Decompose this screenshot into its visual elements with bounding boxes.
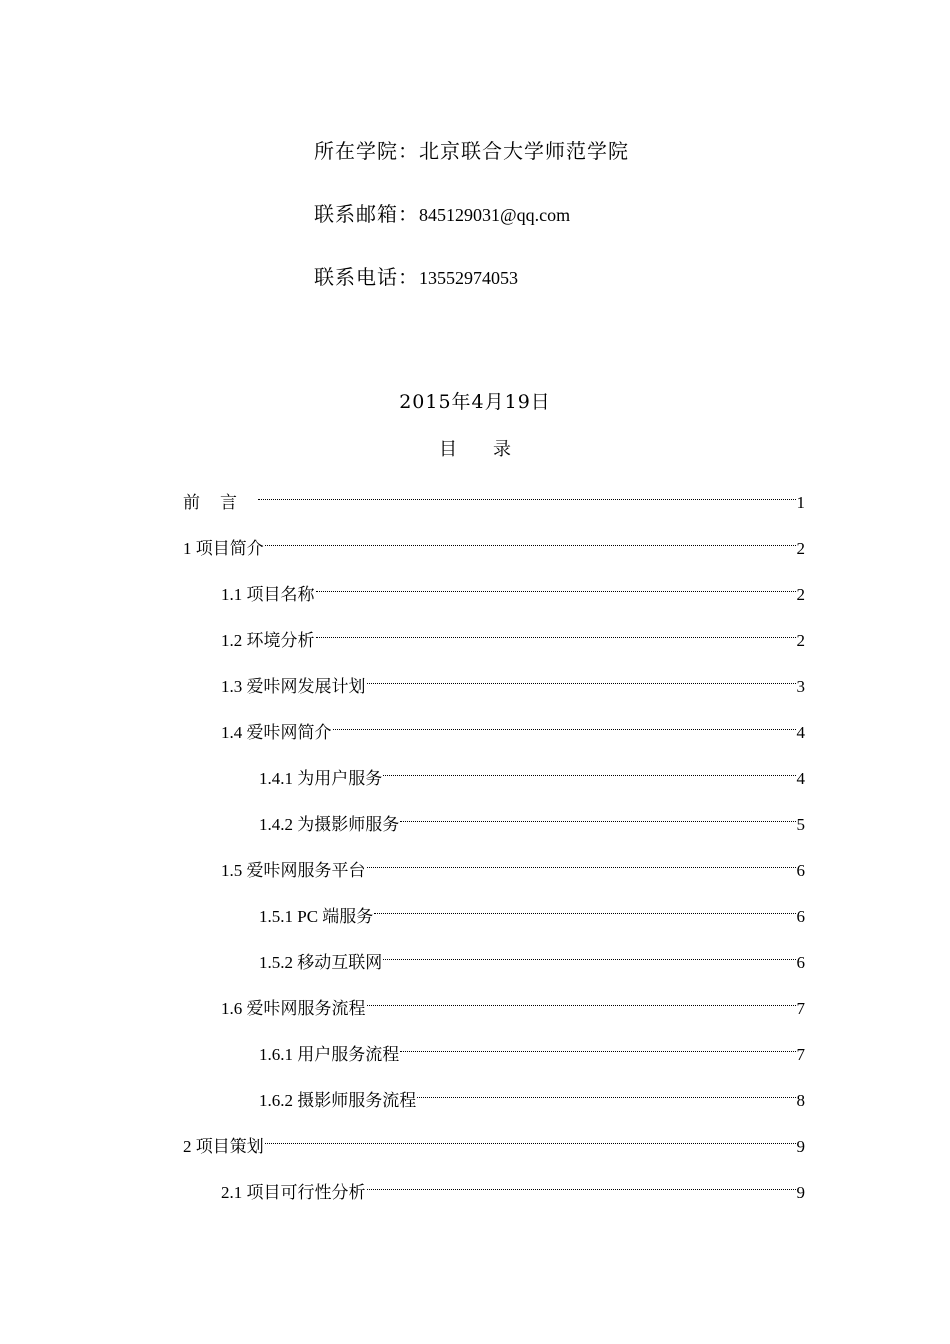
toc-entry-page: 9 [796, 1183, 805, 1202]
email-line [314, 200, 570, 229]
toc-entry-text: 2.1 项目可行性分析 [221, 1183, 366, 1202]
toc-entry-1-3[interactable] [221, 662, 805, 696]
toc-leader-dots [367, 984, 796, 1014]
toc-entry-page: 7 [796, 999, 805, 1018]
toc-leader-dots [333, 708, 796, 738]
toc-leader-dots [316, 570, 796, 600]
toc-entry-page: 3 [796, 677, 805, 696]
toc-entry-page: 8 [796, 1091, 805, 1110]
toc-entry-page: 9 [796, 1137, 805, 1156]
document-date: 2015年4月19日 [399, 391, 551, 413]
toc-leader-dots [367, 1168, 796, 1198]
toc-entry-text: 1.6.2 摄影师服务流程 [259, 1091, 417, 1110]
toc-leader-dots [367, 662, 796, 692]
toc-entry-page: 6 [796, 861, 805, 880]
email-value: 845129031@qq.com [419, 205, 571, 225]
toc-entry-page: 7 [796, 1045, 805, 1064]
toc-leader-dots [374, 892, 795, 922]
toc-entry-page: 6 [796, 907, 805, 926]
toc-leader-dots [400, 800, 795, 830]
toc-entry-2-1[interactable] [221, 1168, 805, 1202]
toc-leader-dots [258, 478, 796, 508]
toc-entry-text: 前言 [183, 493, 257, 512]
toc-title: 目录 [439, 439, 547, 460]
toc-leader-dots [400, 1030, 795, 1060]
toc-entry-text: 1.1 项目名称 [221, 585, 315, 604]
toc-entry-1-4[interactable] [221, 708, 805, 742]
toc-entry-page: 1 [796, 493, 805, 512]
toc-entry-page: 4 [796, 723, 805, 742]
toc-leader-dots [316, 616, 796, 646]
toc-entry-1-1[interactable] [221, 570, 805, 604]
toc-entry-text: 1 项目简介 [183, 539, 264, 558]
toc-entry-text: 1.2 环境分析 [221, 631, 315, 650]
toc-entry-text: 1.4 爱咔网简介 [221, 723, 332, 742]
toc-entry-text: 1.5.2 移动互联网 [259, 953, 383, 972]
toc-entry-1-6-1[interactable] [259, 1030, 805, 1064]
toc-entry-text: 1.6 爱咔网服务流程 [221, 999, 366, 1018]
toc-entry-1-6-2[interactable] [259, 1076, 805, 1110]
toc-entry-1-2[interactable] [221, 616, 805, 650]
toc-leader-dots [265, 1122, 796, 1152]
email-label: 联系邮箱： [314, 202, 419, 226]
toc-entry-1-4-1[interactable] [259, 754, 805, 788]
toc-entry-page: 4 [796, 769, 805, 788]
toc-leader-dots [383, 754, 795, 784]
toc-entry-page: 5 [796, 815, 805, 834]
phone-line [314, 263, 518, 292]
toc-entry-1-4-2[interactable] [259, 800, 805, 834]
toc-entry-page: 2 [796, 631, 805, 650]
toc-leader-dots [417, 1076, 795, 1106]
toc-entry-2[interactable] [183, 1122, 805, 1156]
toc-entry-text: 1.3 爱咔网发展计划 [221, 677, 366, 696]
college-value: 北京联合大学师范学院 [419, 139, 629, 163]
toc-entry-1-5-1[interactable] [259, 892, 805, 926]
toc-entry-text: 1.4.1 为用户服务 [259, 769, 383, 788]
college-label: 所在学院： [314, 139, 419, 163]
phone-label: 联系电话： [314, 265, 419, 289]
toc-entry-page: 2 [796, 539, 805, 558]
toc-entry-text: 1.5.1 PC 端服务 [259, 907, 374, 926]
toc-leader-dots [383, 938, 795, 968]
toc-entry-preface[interactable] [183, 478, 805, 512]
toc-entry-1-5-2[interactable] [259, 938, 805, 972]
toc-entry-page: 2 [796, 585, 805, 604]
college-line [314, 137, 629, 165]
toc-leader-dots [367, 846, 796, 876]
toc-leader-dots [265, 524, 796, 554]
phone-value: 13552974053 [419, 268, 518, 288]
toc-entry-1-5[interactable] [221, 846, 805, 880]
toc-entry-text: 1.4.2 为摄影师服务 [259, 815, 400, 834]
toc-entry-page: 6 [796, 953, 805, 972]
toc-entry-text: 1.5 爱咔网服务平台 [221, 861, 366, 880]
toc-entry-1[interactable] [183, 524, 805, 558]
toc-entry-text: 2 项目策划 [183, 1137, 264, 1156]
toc-entry-1-6[interactable] [221, 984, 805, 1018]
toc-entry-text: 1.6.1 用户服务流程 [259, 1045, 400, 1064]
